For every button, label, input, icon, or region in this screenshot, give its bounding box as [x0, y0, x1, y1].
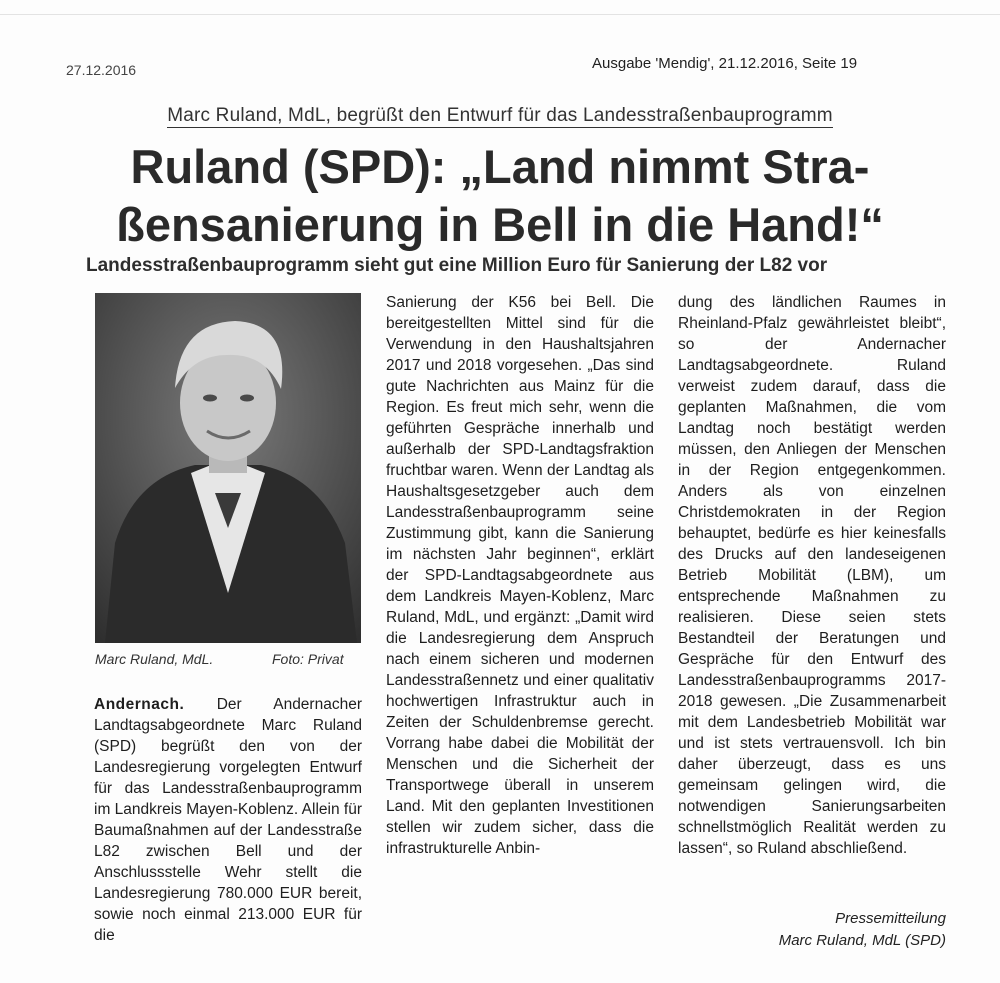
article-dateline: Andernach. [94, 696, 185, 713]
kicker-text: Marc Ruland, MdL, begrüßt den Entwurf für das Landesstraßenbauprogramm [167, 105, 833, 126]
signature-source: Pressemitteilung [835, 910, 946, 927]
edition-info: Ausgabe 'Mendig', 21.12.2016, Seite 19 [592, 55, 858, 72]
headline-line-2: ßensanierung in Bell in die Hand!“ [116, 198, 884, 251]
scan-edge-line [0, 14, 1000, 15]
photo-credit: Foto: Privat [272, 651, 344, 667]
signature-author: Marc Ruland, MdL (SPD) [778, 932, 946, 949]
portrait-photo [95, 293, 361, 643]
portrait-photo-illustration [95, 293, 361, 643]
headline-line-1: Ruland (SPD): „Land nimmt Stra- [130, 140, 870, 193]
clipping-date: 27.12.2016 [66, 62, 137, 78]
column-1-text: Der Andernacher Landtagsabgeordnete Marc Ruland (SPD) begrüßt den von der Landesregierung vorgelegten Entwurf für das Landesstraßenbauprogramm im Landkreis Mayen-Koblenz. Allein für Baumaßnahmen auf der Landesstraße L82 zwischen Bell und der Anschlussstelle Wehr stellt die Landesregierung 780.000 EUR bereit, sowie noch einmal 213.000 EUR für die [94, 696, 362, 944]
article-headline [80, 138, 920, 254]
photo-caption: Marc Ruland, MdL. [95, 651, 214, 667]
article-subheadline: Landesstraßenbauprogramm sieht gut eine Million Euro für Sanierung der L82 vor [86, 255, 828, 276]
article-kicker [0, 105, 1000, 127]
article-column-3: dung des ländlichen Raumes in Rheinland-Pfalz gewährleistet bleibt“, so der Andernacher Landtagsabgeordnete. Ruland verweist zudem darauf, dass die geplanten Maßnahmen, die vom Landtag noch bestätigt werden müssen, den Anliegen der Menschen in der Region entgegenkommen. Anders als von einzelnen Christdemokraten in der Region behauptet, bedürfe es hier keinesfalls des Drucks auf den landeseigenen Betrieb Mobilität (LBM), um entsprechende Maßnahmen zu realisieren. Diese seien stets Bestandteil der Beratungen und Gespräche für den Entwurf des Landesstraßenbauprogramms 2017-2018 gewesen. „Die Zusammenarbeit mit dem Landesbetrieb Mobilität war und ist stets vertrauensvoll. Ich bin daher überzeugt, dass es uns gemeinsam gelingen wird, die notwendigen Sanierungsarbeiten schnellstmöglich Realität werden zu lassen“, so Ruland abschließend. [678, 294, 946, 857]
article-column-1 [94, 694, 362, 946]
article-column-2: Sanierung der K56 bei Bell. Die bereitgestellten Mittel sind für die Verwendung in den Haushaltsjahren 2017 und 2018 vorgesehen. „Das sind gute Nachrichten aus Mainz für die Region. Es freut mich sehr, wenn die geführten Gespräche innerhalb und außerhalb der SPD-Landtagsfraktion fruchtbar waren. Wenn der Landtag als Haushaltsgesetzgeber auch dem Landesstraßenbauprogramm seine Zustimmung gibt, kann die Sanierung im nächsten Jahr beginnen“, erklärt der SPD-Landtagsabgeordnete aus dem Landkreis Mayen-Koblenz, Marc Ruland, MdL, und ergänzt: „Damit wird die Landesregierung dem Anspruch nach einem sicheren und modernen Landesstraßennetz und einer qualitativ hochwertigen Infrastruktur auch in Zeiten der Schuldenbremse gerecht. Vorrang habe dabei die Mobilität der Menschen und die Sicherheit der Transportwege überall in unserem Land. Mit den geplanten Investitionen stellen wir zudem sicher, dass die infrastrukturelle Anbin- [386, 294, 654, 857]
